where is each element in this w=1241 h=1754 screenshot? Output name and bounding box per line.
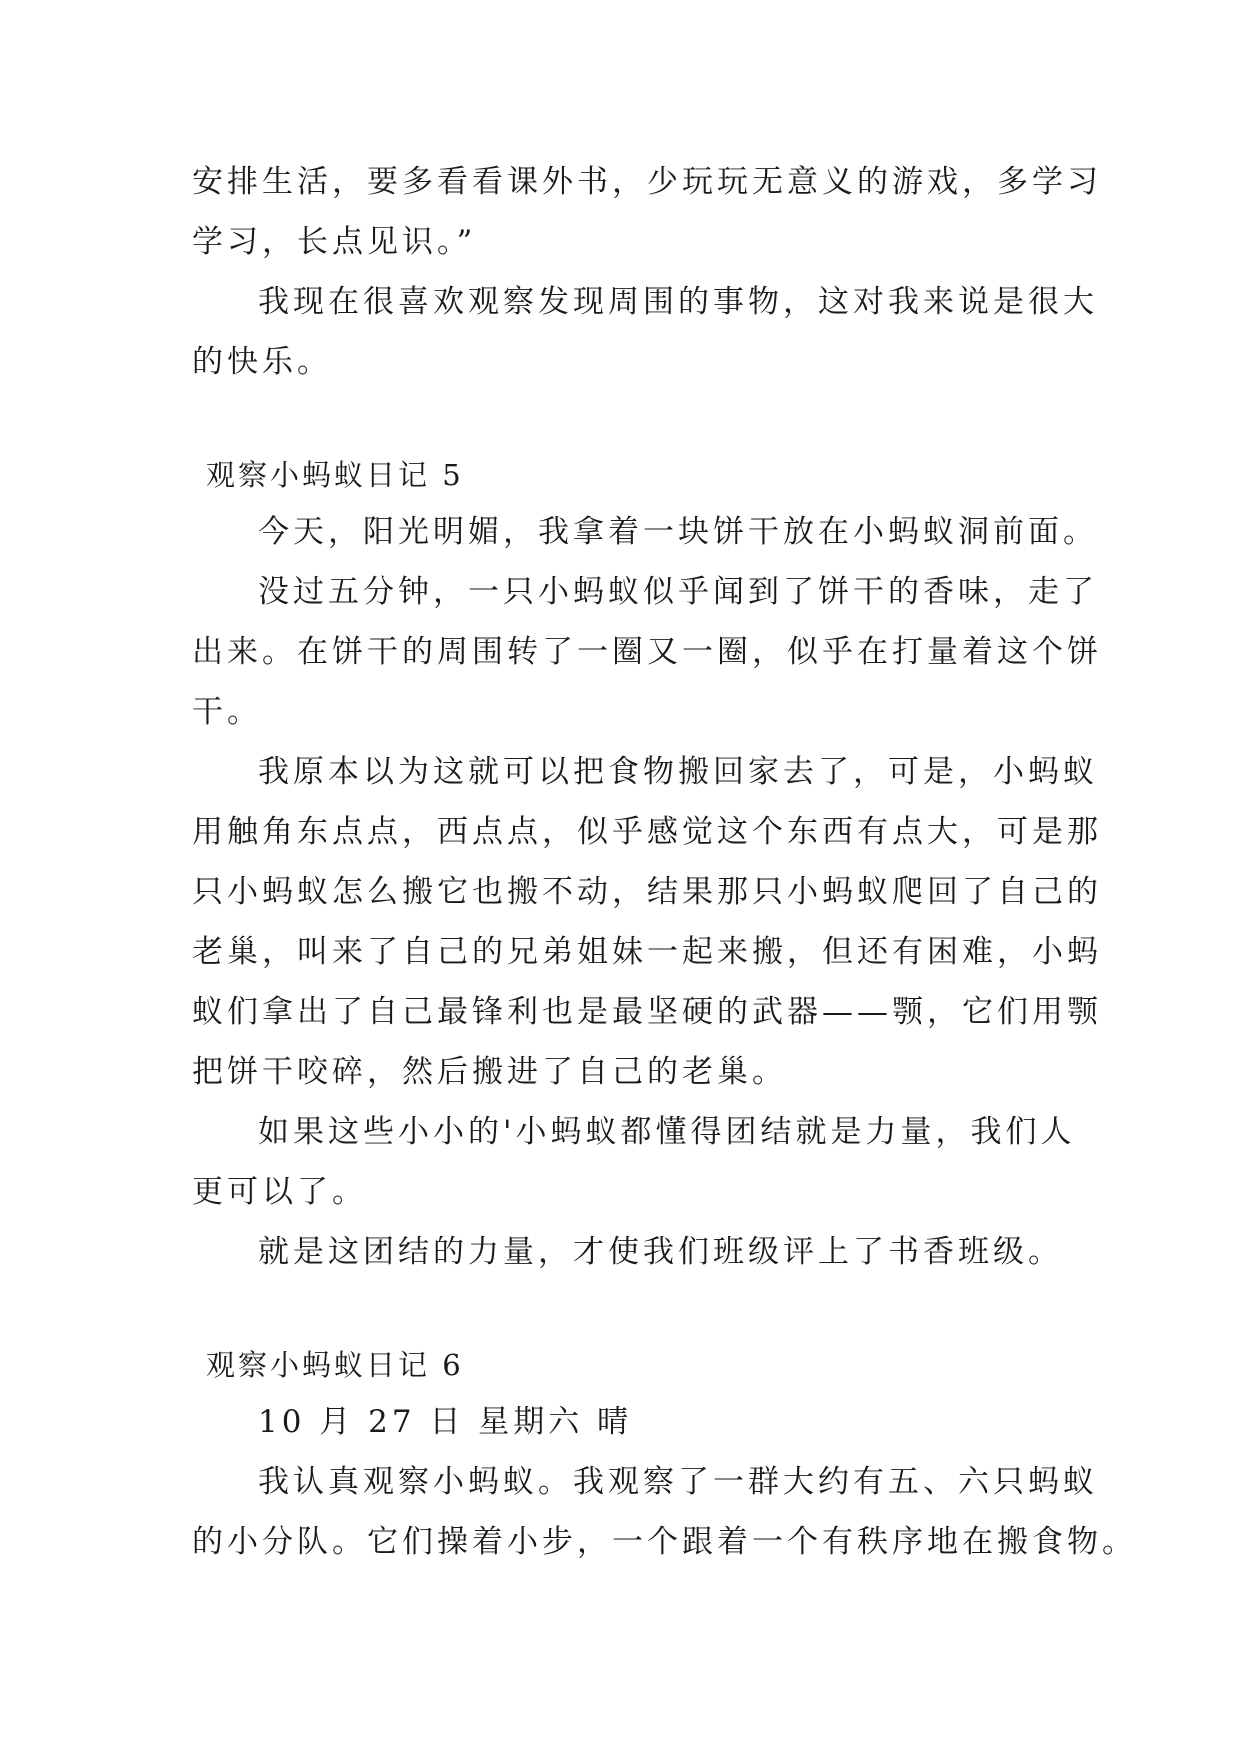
paragraph-line: 把饼干咬碎，然后搬进了自己的老巢。 <box>192 1054 787 1090</box>
paragraph-line: 没过五分钟，一只小蚂蚁似乎闻到了饼干的香味，走了 <box>258 574 1098 610</box>
paragraph-line: 的小分队。它们操着小步，一个跟着一个有秩序地在搬食物。 <box>192 1524 1137 1560</box>
date-line: 10 月 27 日 星期六 晴 <box>258 1404 633 1440</box>
paragraph-line: 用触角东点点，西点点，似乎感觉这个东西有点大，可是那 <box>192 814 1102 850</box>
paragraph-line: 的快乐。 <box>192 344 332 380</box>
paragraph-line: 蚁们拿出了自己最锋利也是最坚硬的武器——颚，它们用颚 <box>192 994 1102 1030</box>
paragraph-line: 只小蚂蚁怎么搬它也搬不动，结果那只小蚂蚁爬回了自己的 <box>192 874 1102 910</box>
paragraph-line: 安排生活，要多看看课外书，少玩玩无意义的游戏，多学习 <box>192 164 1102 200</box>
paragraph-line: 如果这些小小的'小蚂蚁都懂得团结就是力量，我们人 <box>258 1114 1076 1150</box>
paragraph-line: 就是这团结的力量，才使我们班级评上了书香班级。 <box>258 1234 1063 1270</box>
paragraph-line: 我原本以为这就可以把食物搬回家去了，可是，小蚂蚁 <box>258 754 1098 790</box>
paragraph-line: 我现在很喜欢观察发现周围的事物，这对我来说是很大 <box>258 284 1098 320</box>
section-heading: 观察小蚂蚁日记 5 <box>206 458 464 492</box>
paragraph-line: 今天，阳光明媚，我拿着一块饼干放在小蚂蚁洞前面。 <box>258 514 1098 550</box>
section-heading: 观察小蚂蚁日记 6 <box>206 1348 464 1382</box>
paragraph-line: 出来。在饼干的周围转了一圈又一圈，似乎在打量着这个饼 <box>192 634 1102 670</box>
paragraph-line: 更可以了。 <box>192 1174 367 1210</box>
paragraph-line: 我认真观察小蚂蚁。我观察了一群大约有五、六只蚂蚁 <box>258 1464 1098 1500</box>
paragraph-line: 学习，长点见识。” <box>192 224 477 260</box>
paragraph-line: 干。 <box>192 694 262 730</box>
paragraph-line: 老巢，叫来了自己的兄弟姐妹一起来搬，但还有困难，小蚂 <box>192 934 1102 970</box>
